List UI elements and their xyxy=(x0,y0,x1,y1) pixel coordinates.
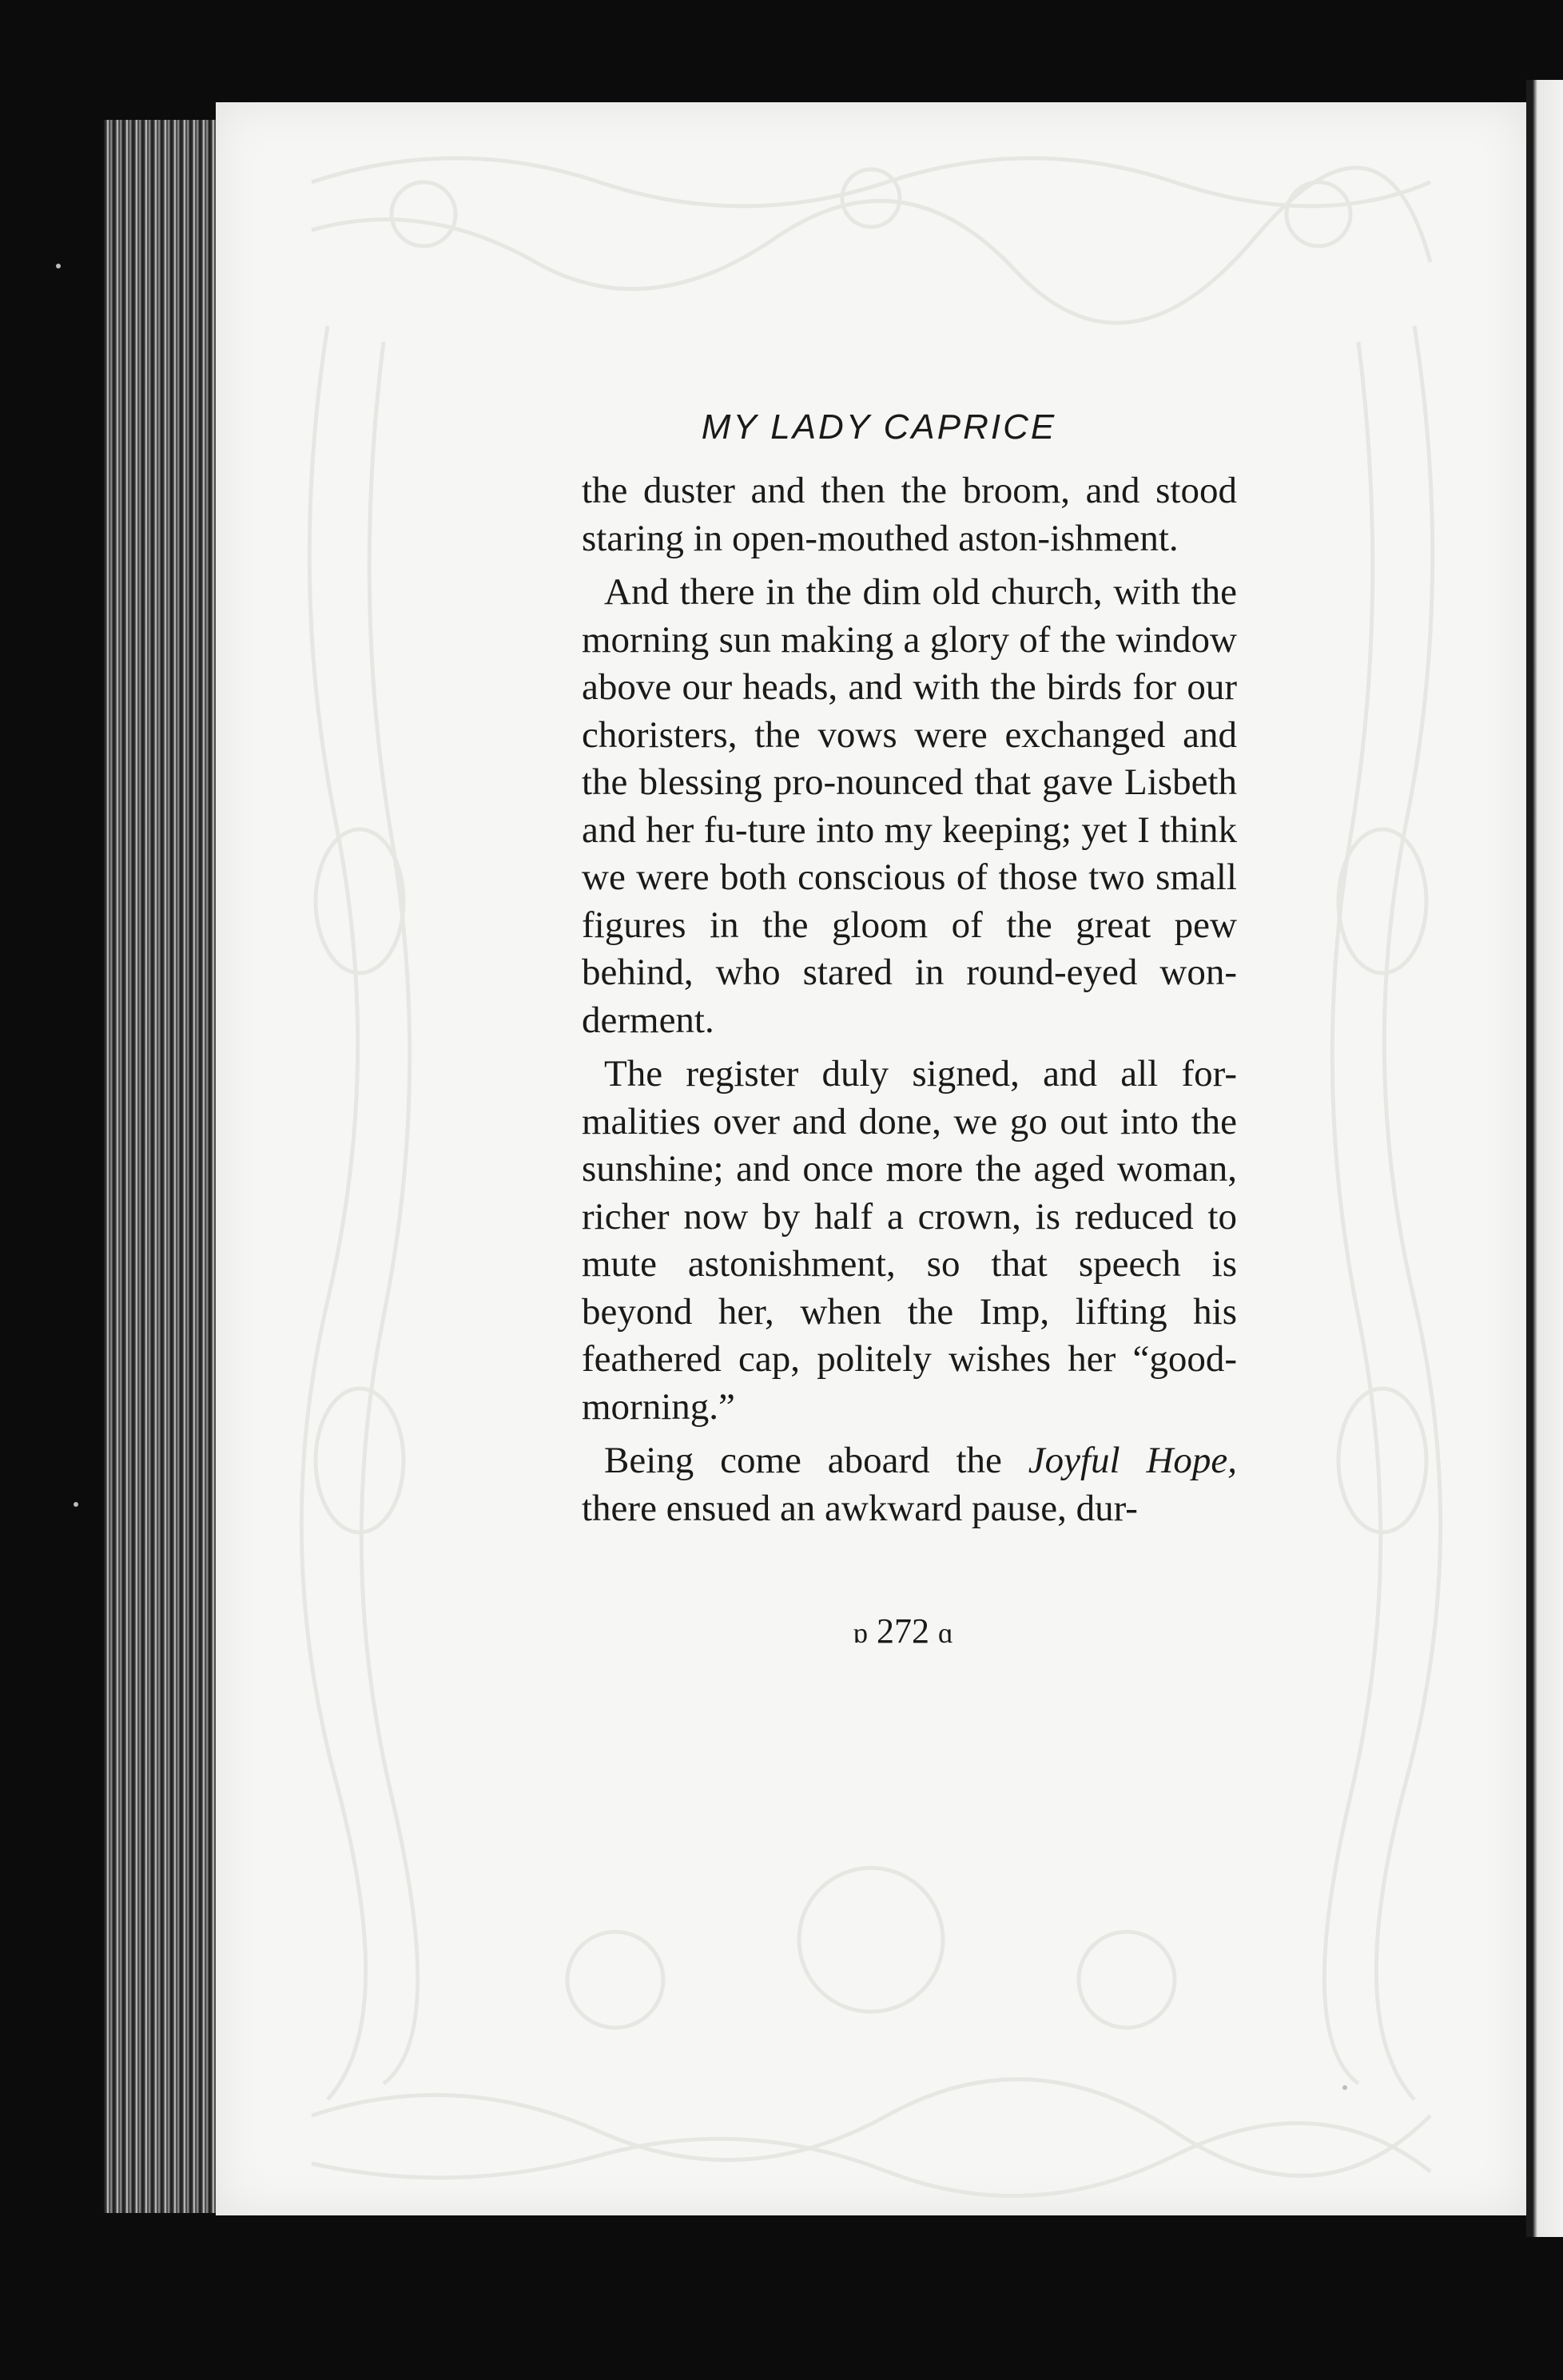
dust-speck xyxy=(74,1502,78,1507)
paragraph xyxy=(582,1437,1237,1532)
paragraph-text: there ensued an awkward pause, dur- xyxy=(582,1487,1138,1529)
running-head: MY LADY CAPRICE xyxy=(701,407,1057,447)
folio-right-ornament-icon: ɑ xyxy=(938,1617,953,1649)
dust-speck xyxy=(1342,2085,1347,2090)
ship-name: Joyful Hope, xyxy=(1028,1440,1238,1481)
paragraph: And there in the dim old church, with the morning sun making a glory of the window above our heads, and with the birds for our choristers, the vows were exchanged and the blessing pro-nounced that gave Lisbeth and her fu-ture into my keeping; yet I think we were both conscious of those two small figures in the gloom of the great pew behind, who stared in round-eyed won-derment. xyxy=(582,571,1237,1041)
page-fore-edge xyxy=(104,120,224,2213)
paragraph-text: Being come aboard the xyxy=(604,1440,1028,1481)
dust-speck xyxy=(56,264,61,268)
page-number xyxy=(799,1611,1007,1651)
body-text xyxy=(582,467,1237,1539)
facing-page-edge xyxy=(1526,80,1563,2237)
paragraph: the duster and then the broom, and stood staring in open-mouthed aston-ishment. xyxy=(582,470,1237,559)
paragraph: The register duly signed, and all for-malities over and done, we go out into the sunshine; and once more the aged woman, richer now by half a crown, is reduced to mute astonishment, so that speech is beyond her, when the Imp, lifting his feathered cap, politely wishes her “good-morning.” xyxy=(582,1053,1237,1428)
folio-left-ornament-icon: ɒ xyxy=(853,1617,868,1649)
page-number-value: 272 xyxy=(877,1611,929,1651)
